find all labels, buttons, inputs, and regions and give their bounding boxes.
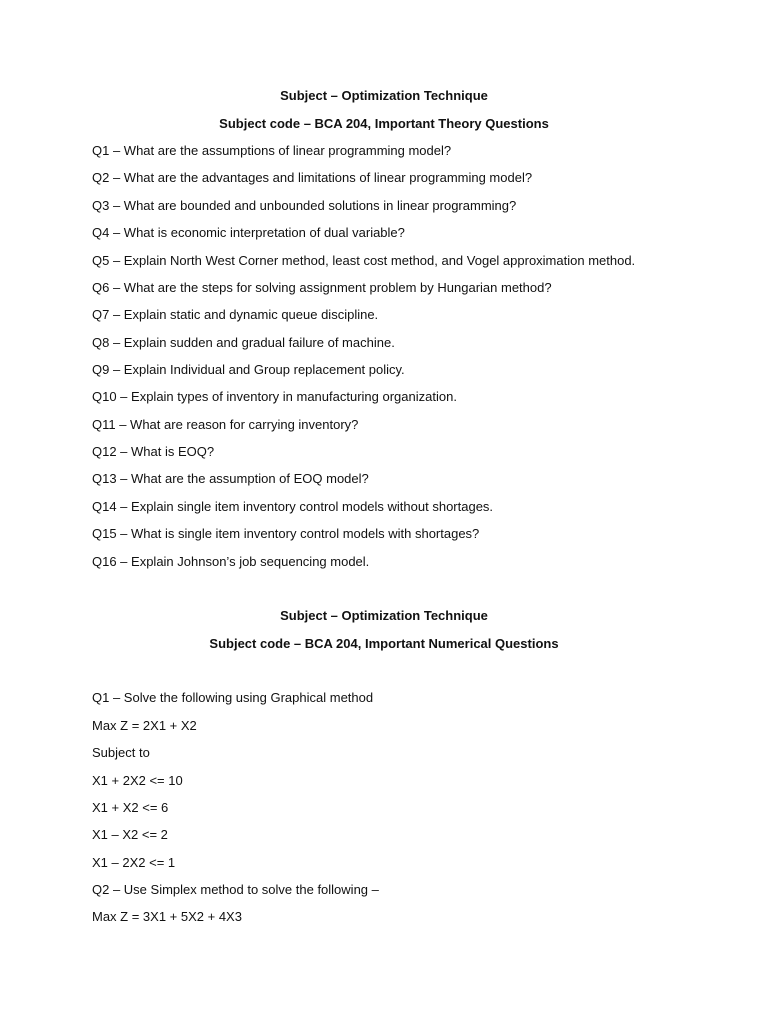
- theory-question: Q16 – Explain Johnson’s job sequencing model.: [92, 554, 370, 569]
- theory-question: Q11 – What are reason for carrying inventory?: [92, 417, 359, 432]
- theory-question: Q4 – What is economic interpretation of dual variable?: [92, 225, 405, 240]
- theory-question: Q12 – What is EOQ?: [92, 444, 215, 459]
- section2-code-heading: Subject code – BCA 204, Important Numerical Questions: [209, 636, 559, 651]
- theory-question: Q8 – Explain sudden and gradual failure of machine.: [92, 335, 395, 350]
- theory-question: Q5 – Explain North West Corner method, least cost method, and Vogel approximation method.: [92, 253, 636, 268]
- theory-question: Q9 – Explain Individual and Group replacement policy.: [92, 362, 405, 377]
- theory-question: Q2 – What are the advantages and limitations of linear programming model?: [92, 170, 533, 185]
- numerical-line: Subject to: [92, 745, 150, 760]
- numerical-line: Max Z = 3X1 + 5X2 + 4X3: [92, 909, 242, 924]
- numerical-line: X1 + X2 <= 6: [92, 800, 169, 815]
- theory-question: Q6 – What are the steps for solving assignment problem by Hungarian method?: [92, 280, 552, 295]
- section1-subject-heading: Subject – Optimization Technique: [280, 88, 488, 103]
- numerical-line: X1 + 2X2 <= 10: [92, 773, 183, 788]
- theory-question: Q7 – Explain static and dynamic queue discipline.: [92, 307, 379, 322]
- theory-question: Q3 – What are bounded and unbounded solutions in linear programming?: [92, 198, 517, 213]
- section1-code-heading: Subject code – BCA 204, Important Theory Questions: [219, 116, 549, 131]
- numerical-line: Max Z = 2X1 + X2: [92, 718, 197, 733]
- numerical-line: Q2 – Use Simplex method to solve the following –: [92, 882, 379, 897]
- numerical-line: Q1 – Solve the following using Graphical method: [92, 690, 374, 705]
- theory-question: Q15 – What is single item inventory control models with shortages?: [92, 526, 480, 541]
- numerical-line: X1 – X2 <= 2: [92, 827, 168, 842]
- theory-question: Q13 – What are the assumption of EOQ model?: [92, 471, 369, 486]
- theory-question: Q10 – Explain types of inventory in manufacturing organization.: [92, 389, 457, 404]
- section2-subject-heading: Subject – Optimization Technique: [280, 608, 488, 623]
- theory-question: Q14 – Explain single item inventory control models without shortages.: [92, 499, 494, 514]
- theory-question: Q1 – What are the assumptions of linear programming model?: [92, 143, 452, 158]
- numerical-line: X1 – 2X2 <= 1: [92, 855, 176, 870]
